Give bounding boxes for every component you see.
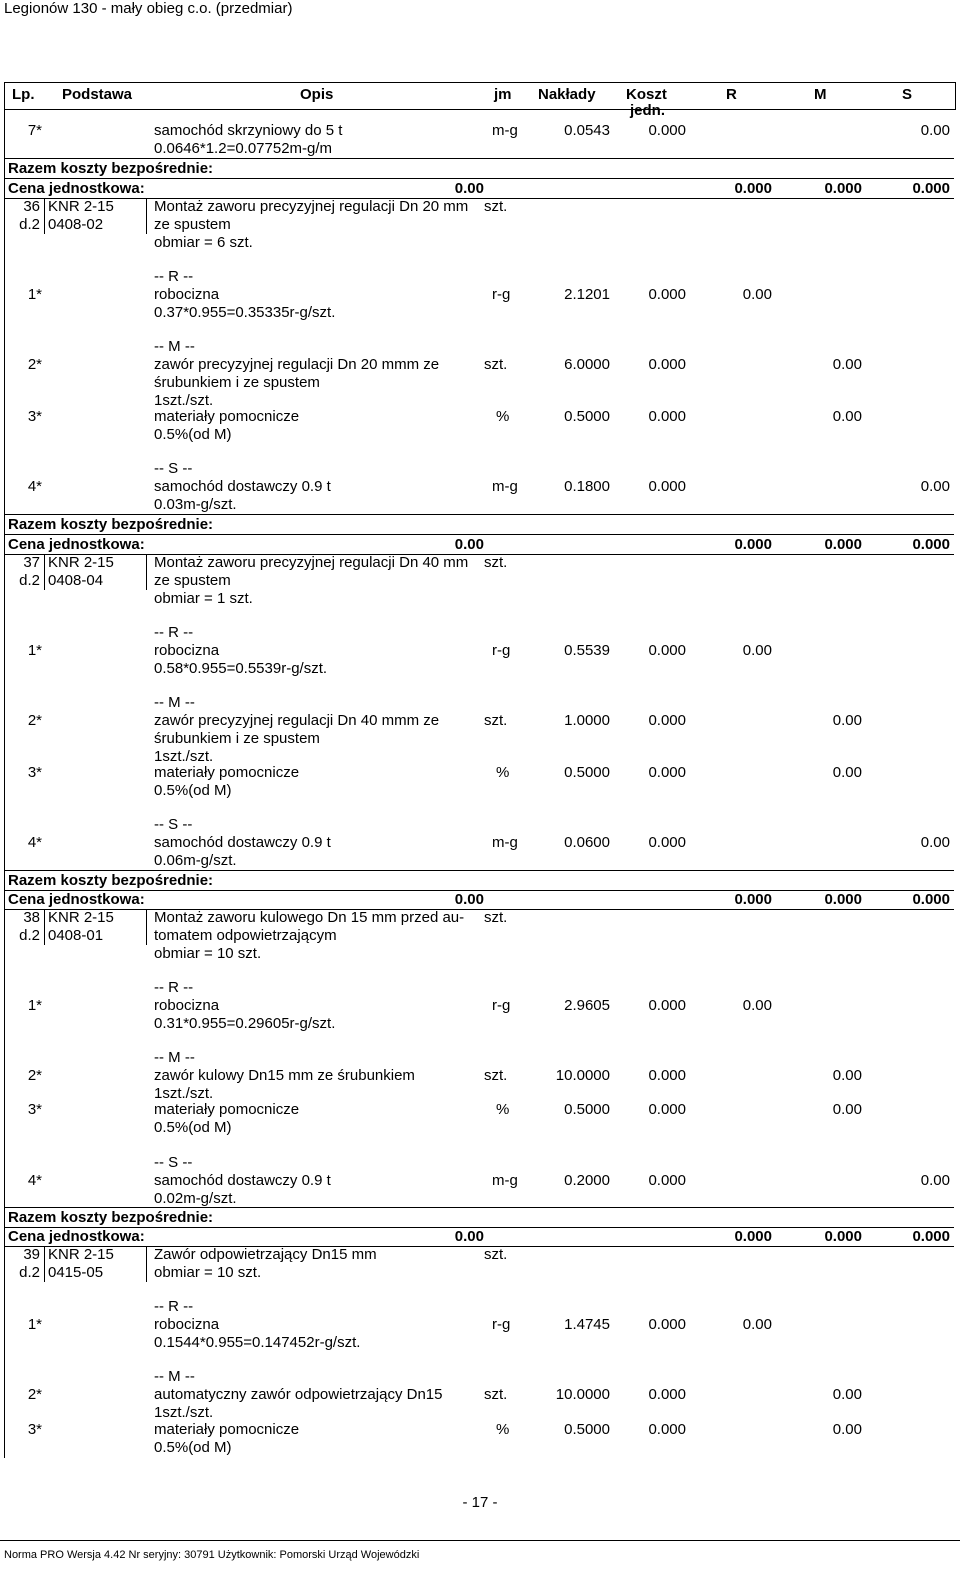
item-value: 0.00	[920, 122, 950, 139]
item-lp: 3*	[27, 1421, 42, 1438]
item-jm: m-g	[492, 1172, 518, 1189]
cena-r: 0.00	[454, 536, 484, 553]
page-number: - 17 -	[462, 1494, 498, 1511]
cell-divider	[44, 909, 45, 945]
r-section-heading: -- R --	[154, 979, 194, 996]
position-obmiar: obmiar = 10 szt.	[154, 945, 262, 962]
item-value-s: 0.00	[920, 478, 950, 495]
cena-s: 0.000	[912, 536, 950, 553]
cena-m: 0.000	[824, 180, 862, 197]
item-naklady: 1.0000	[564, 712, 610, 729]
position-jm: szt.	[484, 554, 508, 571]
item-value-m: 0.00	[832, 712, 862, 729]
cena-m: 0.000	[824, 536, 862, 553]
item-lp: 2*	[27, 1067, 42, 1084]
header-koszt-jedn: jedn.	[630, 102, 666, 119]
position-podstawa: KNR 2-15	[48, 554, 114, 571]
item-value-m: 0.00	[832, 764, 862, 781]
item-lp: 1*	[27, 1316, 42, 1333]
item-opis: zawór precyzyjnej regulacji Dn 40 mmm ze	[154, 712, 440, 729]
item-koszt: 0.000	[648, 712, 686, 729]
r-section-heading: -- R --	[154, 1298, 194, 1315]
item-opis: materiały pomocnicze	[154, 764, 300, 781]
item-naklady: 0.2000	[564, 1172, 610, 1189]
item-koszt: 0.000	[648, 997, 686, 1014]
position-podstawa-code: 0408-02	[48, 216, 104, 233]
s-section-heading: -- S --	[154, 816, 193, 833]
item-naklady: 1.4745	[564, 1316, 610, 1333]
header-podstawa: Podstawa	[62, 86, 133, 103]
item-opis-formula: 0.06m-g/szt.	[154, 852, 237, 869]
item-naklady: 0.5000	[564, 1101, 610, 1118]
r-section-heading: -- R --	[154, 268, 194, 285]
position-sub: d.2	[19, 927, 40, 944]
item-jm: r-g	[492, 997, 511, 1014]
cena-r: 0.00	[454, 180, 484, 197]
m-section-heading: -- M --	[154, 1049, 195, 1066]
position-podstawa-code: 0415-05	[48, 1264, 104, 1281]
item-jm: m-g	[492, 478, 518, 495]
item-jm: szt.	[484, 356, 508, 373]
item-opis-formula: 0.5%(od M)	[154, 426, 232, 443]
razem-label: Razem koszty bezpośrednie:	[8, 516, 214, 533]
item-opis: materiały pomocnicze	[154, 1101, 300, 1118]
r-section-heading: -- R --	[154, 624, 194, 641]
item-jm: %	[496, 1101, 510, 1118]
cena-m: 0.000	[824, 1228, 862, 1245]
position-opis-cont: tomatem odpowietrzającym	[154, 927, 337, 944]
item-koszt: 0.000	[648, 834, 686, 851]
item-lp: 2*	[27, 356, 42, 373]
item-naklady: 0.1800	[564, 478, 610, 495]
item-value-m: 0.00	[832, 1067, 862, 1084]
cena-s: 0.000	[912, 1228, 950, 1245]
position-number: 36	[23, 198, 40, 215]
item-jm: r-g	[492, 286, 511, 303]
cena-m: 0.000	[824, 891, 862, 908]
item-opis: materiały pomocnicze	[154, 408, 300, 425]
position-jm: szt.	[484, 909, 508, 926]
cena-label: Cena jednostkowa:	[8, 536, 145, 553]
item-value-m: 0.00	[832, 1101, 862, 1118]
header-lp: Lp.	[12, 86, 35, 103]
cell-divider	[146, 554, 147, 590]
item-naklady: 0.5539	[564, 642, 610, 659]
item-koszt: 0.000	[648, 642, 686, 659]
item-opis: materiały pomocnicze	[154, 1421, 300, 1438]
cena-label: Cena jednostkowa:	[8, 891, 145, 908]
cena-s: 0.000	[912, 180, 950, 197]
item-lp: 3*	[27, 764, 42, 781]
item-lp: 4*	[27, 478, 42, 495]
cell-divider	[44, 554, 45, 590]
cell-divider	[44, 1246, 45, 1282]
header-koszt: Koszt	[626, 86, 667, 103]
position-opis: Zawór odpowietrzający Dn15 mm	[154, 1246, 377, 1263]
item-naklady: 0.0600	[564, 834, 610, 851]
cell-divider	[146, 1246, 147, 1282]
item-opis-formula: 1szt./szt.	[154, 748, 214, 765]
item-opis-formula: 0.0646*1.2=0.07752m-g/m	[154, 140, 333, 157]
item-opis-formula: 0.03m-g/szt.	[154, 496, 237, 513]
position-jm: szt.	[484, 198, 508, 215]
item-koszt: 0.000	[648, 764, 686, 781]
item-opis: automatyczny zawór odpowietrzający Dn15	[154, 1386, 443, 1403]
item-koszt: 0.000	[648, 1101, 686, 1118]
position-obmiar: obmiar = 1 szt.	[154, 590, 253, 607]
item-value-s: 0.00	[920, 1172, 950, 1189]
item-opis-formula: 0.5%(od M)	[154, 1119, 232, 1136]
item-koszt: 0.000	[648, 478, 686, 495]
header-naklady: Nakłady	[538, 86, 596, 103]
position-podstawa-code: 0408-01	[48, 927, 104, 944]
item-lp: 1*	[27, 997, 42, 1014]
item-value-m: 0.00	[832, 408, 862, 425]
row-divider	[4, 534, 954, 535]
item-naklady: 10.0000	[555, 1386, 610, 1403]
item-lp: 1*	[27, 286, 42, 303]
item-opis-formula: 0.58*0.955=0.5539r-g/szt.	[154, 660, 328, 677]
item-jm: %	[496, 1421, 510, 1438]
item-value-m: 0.00	[832, 1386, 862, 1403]
razem-label: Razem koszty bezpośrednie:	[8, 1209, 214, 1226]
cell-divider	[146, 198, 147, 234]
item-opis-formula: 0.5%(od M)	[154, 782, 232, 799]
item-jm: szt.	[484, 712, 508, 729]
row-divider	[4, 870, 954, 871]
item-jm: m-g	[492, 122, 518, 139]
position-opis: Montaż zaworu kulowego Dn 15 mm przed au-	[154, 909, 465, 926]
position-sub: d.2	[19, 1264, 40, 1281]
row-divider	[4, 1207, 954, 1208]
position-obmiar: obmiar = 10 szt.	[154, 1264, 262, 1281]
item-jm: %	[496, 764, 510, 781]
item-naklady: 0.5000	[564, 764, 610, 781]
position-podstawa: KNR 2-15	[48, 198, 114, 215]
razem-label: Razem koszty bezpośrednie:	[8, 872, 214, 889]
cena-label: Cena jednostkowa:	[8, 1228, 145, 1245]
footer-divider	[0, 1540, 960, 1541]
item-opis-formula: 1szt./szt.	[154, 1085, 214, 1102]
item-koszt: 0.000	[648, 1067, 686, 1084]
cena-label: Cena jednostkowa:	[8, 180, 145, 197]
cena-koszt: 0.000	[734, 536, 772, 553]
item-naklady: 6.0000	[564, 356, 610, 373]
position-jm: szt.	[484, 1246, 508, 1263]
item-koszt: 0.000	[648, 122, 686, 139]
cena-s: 0.000	[912, 891, 950, 908]
cena-koszt: 0.000	[734, 1228, 772, 1245]
position-number: 39	[23, 1246, 40, 1263]
cena-r: 0.00	[454, 891, 484, 908]
header-s: S	[902, 86, 913, 103]
footer-text: Norma PRO Wersja 4.42 Nr seryjny: 30791 Użytkownik: Pomorski Urząd Wojewódzki	[4, 1549, 420, 1561]
row-divider	[4, 158, 954, 159]
row-divider	[4, 178, 954, 179]
item-jm: %	[496, 408, 510, 425]
item-koszt: 0.000	[648, 356, 686, 373]
m-section-heading: -- M --	[154, 338, 195, 355]
item-naklady: 2.1201	[564, 286, 610, 303]
cena-koszt: 0.000	[734, 891, 772, 908]
item-koszt: 0.000	[648, 1172, 686, 1189]
item-lp: 7*	[27, 122, 42, 139]
razem-label: Razem koszty bezpośrednie:	[8, 160, 214, 177]
item-value-r: 0.00	[742, 997, 772, 1014]
item-koszt: 0.000	[648, 1421, 686, 1438]
item-koszt: 0.000	[648, 1316, 686, 1333]
cena-r: 0.00	[454, 1228, 484, 1245]
position-opis-cont: ze spustem	[154, 572, 231, 589]
item-opis: samochód dostawczy 0.9 t	[154, 478, 331, 495]
position-sub: d.2	[19, 216, 40, 233]
document-title: Legionów 130 - mały obieg c.o. (przedmiar)	[4, 0, 293, 17]
item-jm: szt.	[484, 1067, 508, 1084]
s-section-heading: -- S --	[154, 460, 193, 477]
item-value-r: 0.00	[742, 1316, 772, 1333]
item-lp: 3*	[27, 408, 42, 425]
position-opis: Montaż zaworu precyzyjnej regulacji Dn 40 mm	[154, 554, 469, 571]
m-section-heading: -- M --	[154, 1368, 195, 1385]
item-jm: r-g	[492, 1316, 511, 1333]
item-naklady: 10.0000	[555, 1067, 610, 1084]
item-opis-cont: śrubunkiem i ze spustem	[154, 730, 320, 747]
item-opis: zawór kulowy Dn15 mm ze śrubunkiem	[154, 1067, 415, 1084]
item-opis: robocizna	[154, 997, 220, 1014]
position-number: 38	[23, 909, 40, 926]
item-lp: 1*	[27, 642, 42, 659]
item-opis: samochód skrzyniowy do 5 t	[154, 122, 343, 139]
item-naklady: 2.9605	[564, 997, 610, 1014]
header-opis: Opis	[300, 86, 334, 103]
item-naklady: 0.5000	[564, 1421, 610, 1438]
item-opis: robocizna	[154, 642, 220, 659]
item-value-m: 0.00	[832, 1421, 862, 1438]
item-koszt: 0.000	[648, 408, 686, 425]
position-obmiar: obmiar = 6 szt.	[154, 234, 253, 251]
item-koszt: 0.000	[648, 1386, 686, 1403]
item-opis-formula: 1szt./szt.	[154, 392, 214, 409]
position-podstawa-code: 0408-04	[48, 572, 104, 589]
position-opis-cont: ze spustem	[154, 216, 231, 233]
item-value-r: 0.00	[742, 286, 772, 303]
m-section-heading: -- M --	[154, 694, 195, 711]
s-section-heading: -- S --	[154, 1154, 193, 1171]
item-opis-formula: 0.37*0.955=0.35335r-g/szt.	[154, 304, 336, 321]
item-opis: samochód dostawczy 0.9 t	[154, 1172, 331, 1189]
item-value-s: 0.00	[920, 834, 950, 851]
item-jm: m-g	[492, 834, 518, 851]
item-opis: samochód dostawczy 0.9 t	[154, 834, 331, 851]
item-jm: szt.	[484, 1386, 508, 1403]
position-podstawa: KNR 2-15	[48, 1246, 114, 1263]
item-opis: zawór precyzyjnej regulacji Dn 20 mmm ze	[154, 356, 440, 373]
header-m: M	[814, 86, 827, 103]
position-number: 37	[23, 554, 40, 571]
item-opis-formula: 0.02m-g/szt.	[154, 1190, 237, 1207]
item-jm: r-g	[492, 642, 511, 659]
cell-divider	[146, 909, 147, 945]
item-value-r: 0.00	[742, 642, 772, 659]
position-sub: d.2	[19, 572, 40, 589]
position-podstawa: KNR 2-15	[48, 909, 114, 926]
item-opis-formula: 0.31*0.955=0.29605r-g/szt.	[154, 1015, 336, 1032]
position-opis: Montaż zaworu precyzyjnej regulacji Dn 20 mm	[154, 198, 469, 215]
item-lp: 4*	[27, 834, 42, 851]
cell-divider	[44, 198, 45, 234]
item-lp: 4*	[27, 1172, 42, 1189]
header-jm: jm	[494, 86, 512, 103]
cena-koszt: 0.000	[734, 180, 772, 197]
item-opis: robocizna	[154, 286, 220, 303]
item-naklady: 0.0543	[564, 122, 610, 139]
item-opis-formula: 0.5%(od M)	[154, 1439, 232, 1456]
item-koszt: 0.000	[648, 286, 686, 303]
header-r: R	[726, 86, 737, 103]
item-lp: 3*	[27, 1101, 42, 1118]
table-left-border	[4, 108, 5, 1458]
item-lp: 2*	[27, 1386, 42, 1403]
item-opis-formula: 1szt./szt.	[154, 1404, 214, 1421]
row-divider	[4, 514, 954, 515]
item-lp: 2*	[27, 712, 42, 729]
item-opis: robocizna	[154, 1316, 220, 1333]
item-opis-cont: śrubunkiem i ze spustem	[154, 374, 320, 391]
item-opis-formula: 0.1544*0.955=0.147452r-g/szt.	[154, 1334, 361, 1351]
item-naklady: 0.5000	[564, 408, 610, 425]
item-value-m: 0.00	[832, 356, 862, 373]
